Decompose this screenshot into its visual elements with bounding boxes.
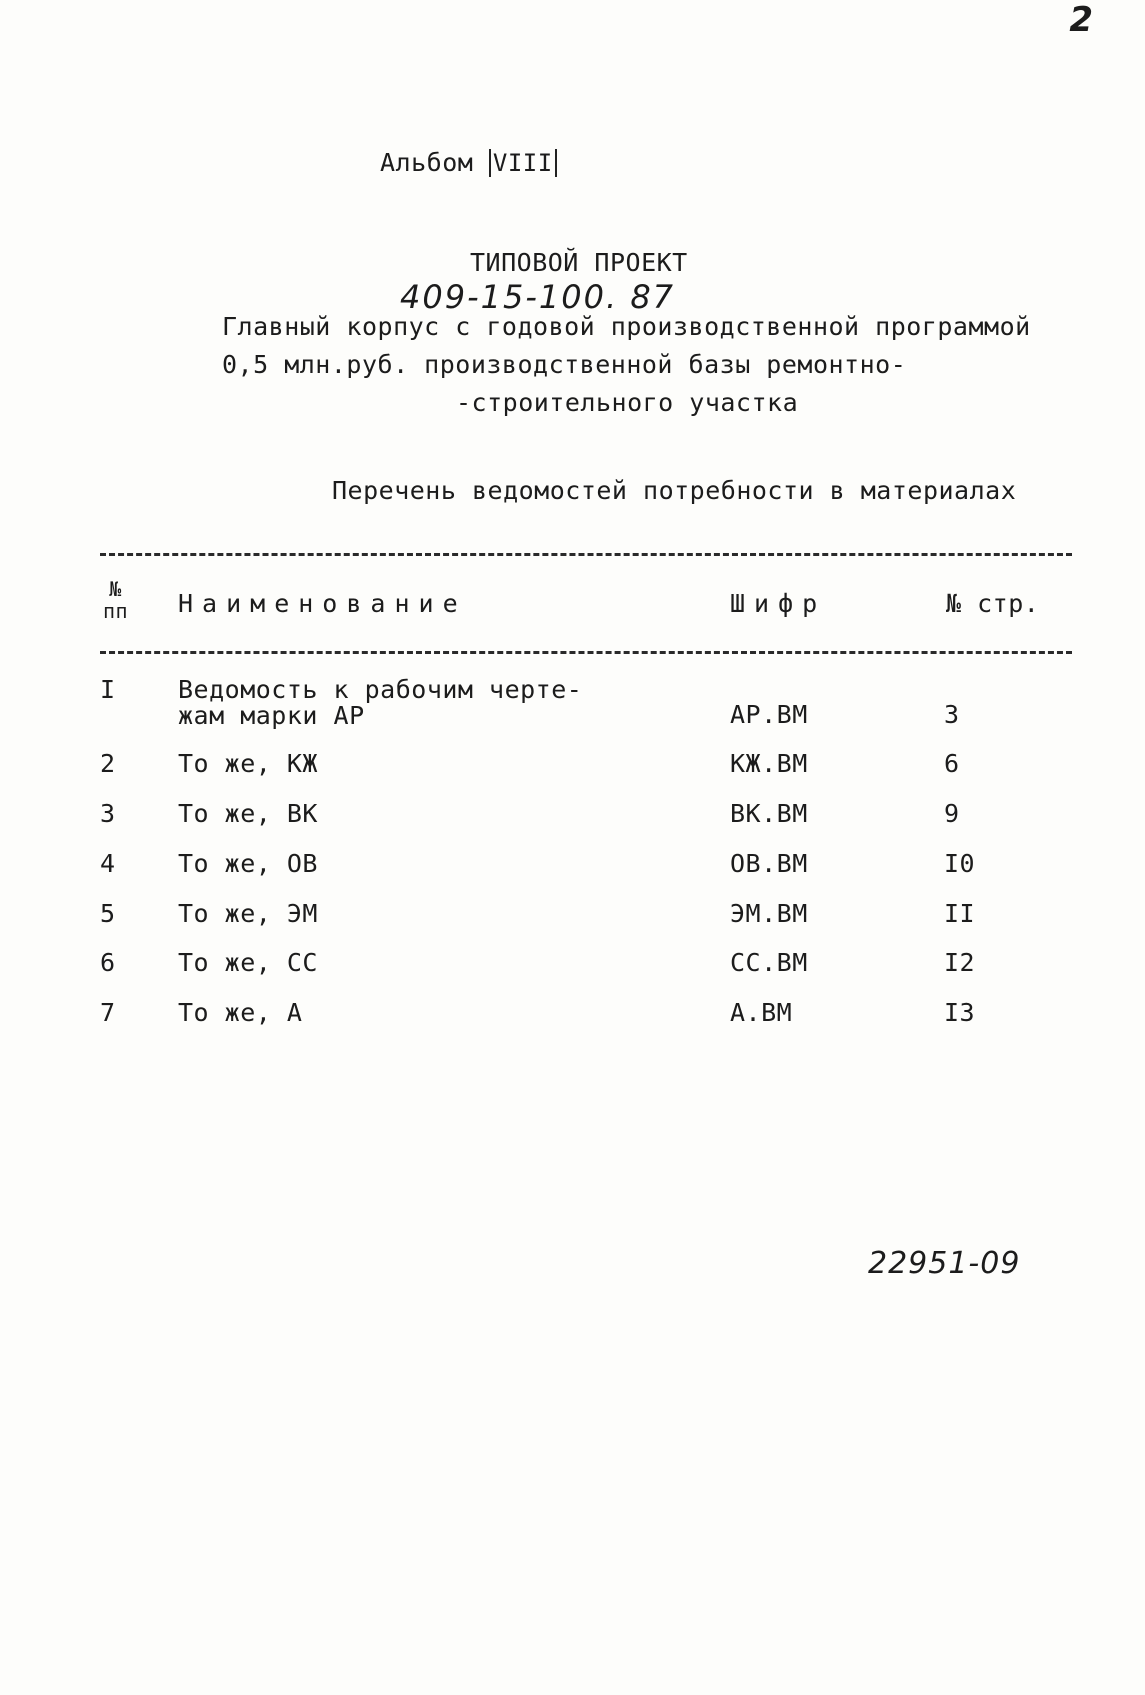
row-1-page: 3 xyxy=(944,700,960,729)
header-code: Шифр xyxy=(730,589,827,618)
inventory-stamp: 22951-09 xyxy=(868,1246,1021,1281)
header-number-sign: № xyxy=(109,577,122,601)
row-4-page: I0 xyxy=(944,849,976,878)
row-2-code: КЖ.ВМ xyxy=(730,749,808,778)
project-title-line-3: -строительного участка xyxy=(456,388,799,417)
row-1-code: АР.ВМ xyxy=(730,700,808,729)
project-title-line-1: Главный корпус с годовой производственной программой xyxy=(222,312,1031,341)
row-4-code: ОВ.ВМ xyxy=(730,849,808,878)
row-7-name: То же, А xyxy=(178,998,303,1027)
row-6-page: I2 xyxy=(944,948,976,977)
album-volume: VIII xyxy=(489,149,557,177)
row-2-number: 2 xyxy=(100,749,116,778)
row-5-code: ЭМ.ВМ xyxy=(730,899,808,928)
header-number xyxy=(103,578,128,622)
row-1-name-line-1: Ведомость к рабочим черте- xyxy=(178,675,583,704)
row-3-page: 9 xyxy=(944,799,960,828)
page-number: 2 xyxy=(1069,0,1093,40)
row-3-code: ВК.ВМ xyxy=(730,799,808,828)
row-6-number: 6 xyxy=(100,948,116,977)
row-5-number: 5 xyxy=(100,899,116,928)
row-7-page: I3 xyxy=(944,998,976,1027)
project-label: ТИПОВОЙ ПРОЕКТ xyxy=(470,248,688,277)
row-5-page: II xyxy=(944,899,976,928)
row-4-number: 4 xyxy=(100,849,116,878)
header-page: № стр. xyxy=(946,589,1040,618)
row-1-number: I xyxy=(100,675,116,704)
row-3-name: То же, ВК xyxy=(178,799,318,828)
table-header-rule xyxy=(100,651,1072,654)
row-6-code: СС.ВМ xyxy=(730,948,808,977)
row-7-code: А.ВМ xyxy=(730,998,793,1027)
row-6-name: То же, СС xyxy=(178,948,318,977)
header-number-pp: пп xyxy=(103,599,129,623)
album-word: Альбом xyxy=(380,148,474,177)
row-2-page: 6 xyxy=(944,749,960,778)
project-number: 409-15-100. 87 xyxy=(400,278,676,316)
row-1-name-line-2: жам марки АР xyxy=(178,701,365,730)
row-3-number: 3 xyxy=(100,799,116,828)
album-label xyxy=(380,148,557,177)
row-7-number: 7 xyxy=(100,998,116,1027)
header-name: Наименование xyxy=(178,589,467,618)
list-title: Перечень ведомостей потребности в материалах xyxy=(332,476,1017,505)
row-2-name: То же, КЖ xyxy=(178,749,318,778)
table-top-rule xyxy=(100,553,1072,556)
project-title-line-2: 0,5 млн.руб. производственной базы ремонтно- xyxy=(222,350,907,379)
row-4-name: То же, ОВ xyxy=(178,849,318,878)
row-5-name: То же, ЭМ xyxy=(178,899,318,928)
